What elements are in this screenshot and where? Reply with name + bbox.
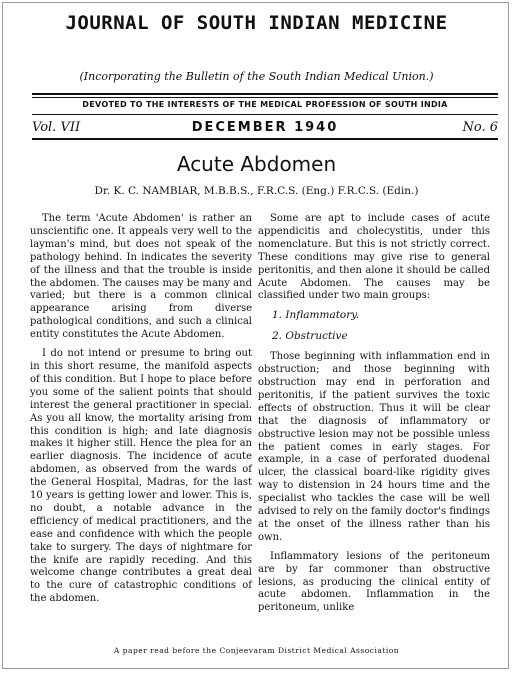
journal-motto: DEVOTED TO THE INTERESTS OF THE MEDICAL PROFESSION OF SOUTH INDIA [82,100,448,109]
paragraph: Some are apt to include cases of acute appendicitis and cholecystitis, under this nomenclature. But this is not strictly correct. These conditions may give rise to general peritonitis, and then alone it should be called Acute Abdomen. The causes may be classified under two main groups: [258,213,490,302]
mid-rule [32,114,498,115]
journal-title: JOURNAL OF SOUTH INDIAN MEDICINE [65,12,448,34]
volume-label: Vol. VII [32,120,81,135]
paragraph: I do not intend or presume to bring out in this short resume, the manifold aspects of this condition. But I hope to place before you some of the salient points that should interest the general practitioner in special. As you all know, the mortality arising from this condition is high; and late diagnosis makes it higher still. Hence the plea for an earlier diagnosis. The incidence of acute abdomen, as observed from the wards of the General Hospital, Madras, for the last 10 years is getting lower and lower. This is, no doubt, a notable advance in the efficiency of medical practitioners, and the ease and confidence with which the people take to surgery. The days of nightmare for the knife are rapidly receding. And this welcome change contributes a great deal to the cure of catastrophic conditions of the abdomen. [30,348,252,605]
issue-date: DECEMBER 1940 [191,120,339,135]
footnote: A paper read before the Conjeevaram District Medical Association [113,646,400,655]
paragraph: The term 'Acute Abdomen' is rather an unscientific one. It appeals very well to the layman's mind, but does not speak of the pathology behind. In indicates the severity of the illness and that the trouble is inside the abdomen. The causes may be many and varied; but there is a common clinical appearance arising from diverse pathological conditions, and such a clinical entity constitutes the Acute Abdomen. [30,213,252,341]
article-title: Acute Abdomen [176,152,337,176]
bottom-rule [32,138,498,140]
journal-subtitle: (Incorporating the Bulletin of the South Indian Medical Union.) [79,70,434,83]
paragraph: Those beginning with inflammation end in obstruction; and those beginning with obstruction may end in perforation and peritonitis, if the patient survives the toxic effects of obstruction. Thus it will be clear that the diagnosis of inflammatory or obstructive lesion may not be possible unless the patient comes in early stages. For example, in a case of perforated duodenal ulcer, the classical board-like rigidity gives way to distension in 24 hours time and the specialist who tackles the case will be well advised to rely on the family doctor's findings at the onset of the illness rather than his own. [258,351,490,543]
paragraph: Inflammatory lesions of the peritoneum are by far commoner than obstructive lesions, as producing the clinical entity of acute abdomen. Inflammation in the peritoneum, unlike [258,550,490,614]
top-rule-thin [32,97,498,98]
list-item: 1. Inflammatory. [272,309,360,322]
left-column [30,213,252,612]
list-item: 2. Obstructive [272,330,348,343]
issue-line [32,120,498,140]
issue-number: No. 6 [462,120,498,135]
top-rule [32,93,498,95]
article-author: Dr. K. C. NAMBIAR, M.B.B.S., F.R.C.S. (Eng.) F.R.C.S. (Edin.) [94,185,419,197]
right-column [258,213,490,621]
